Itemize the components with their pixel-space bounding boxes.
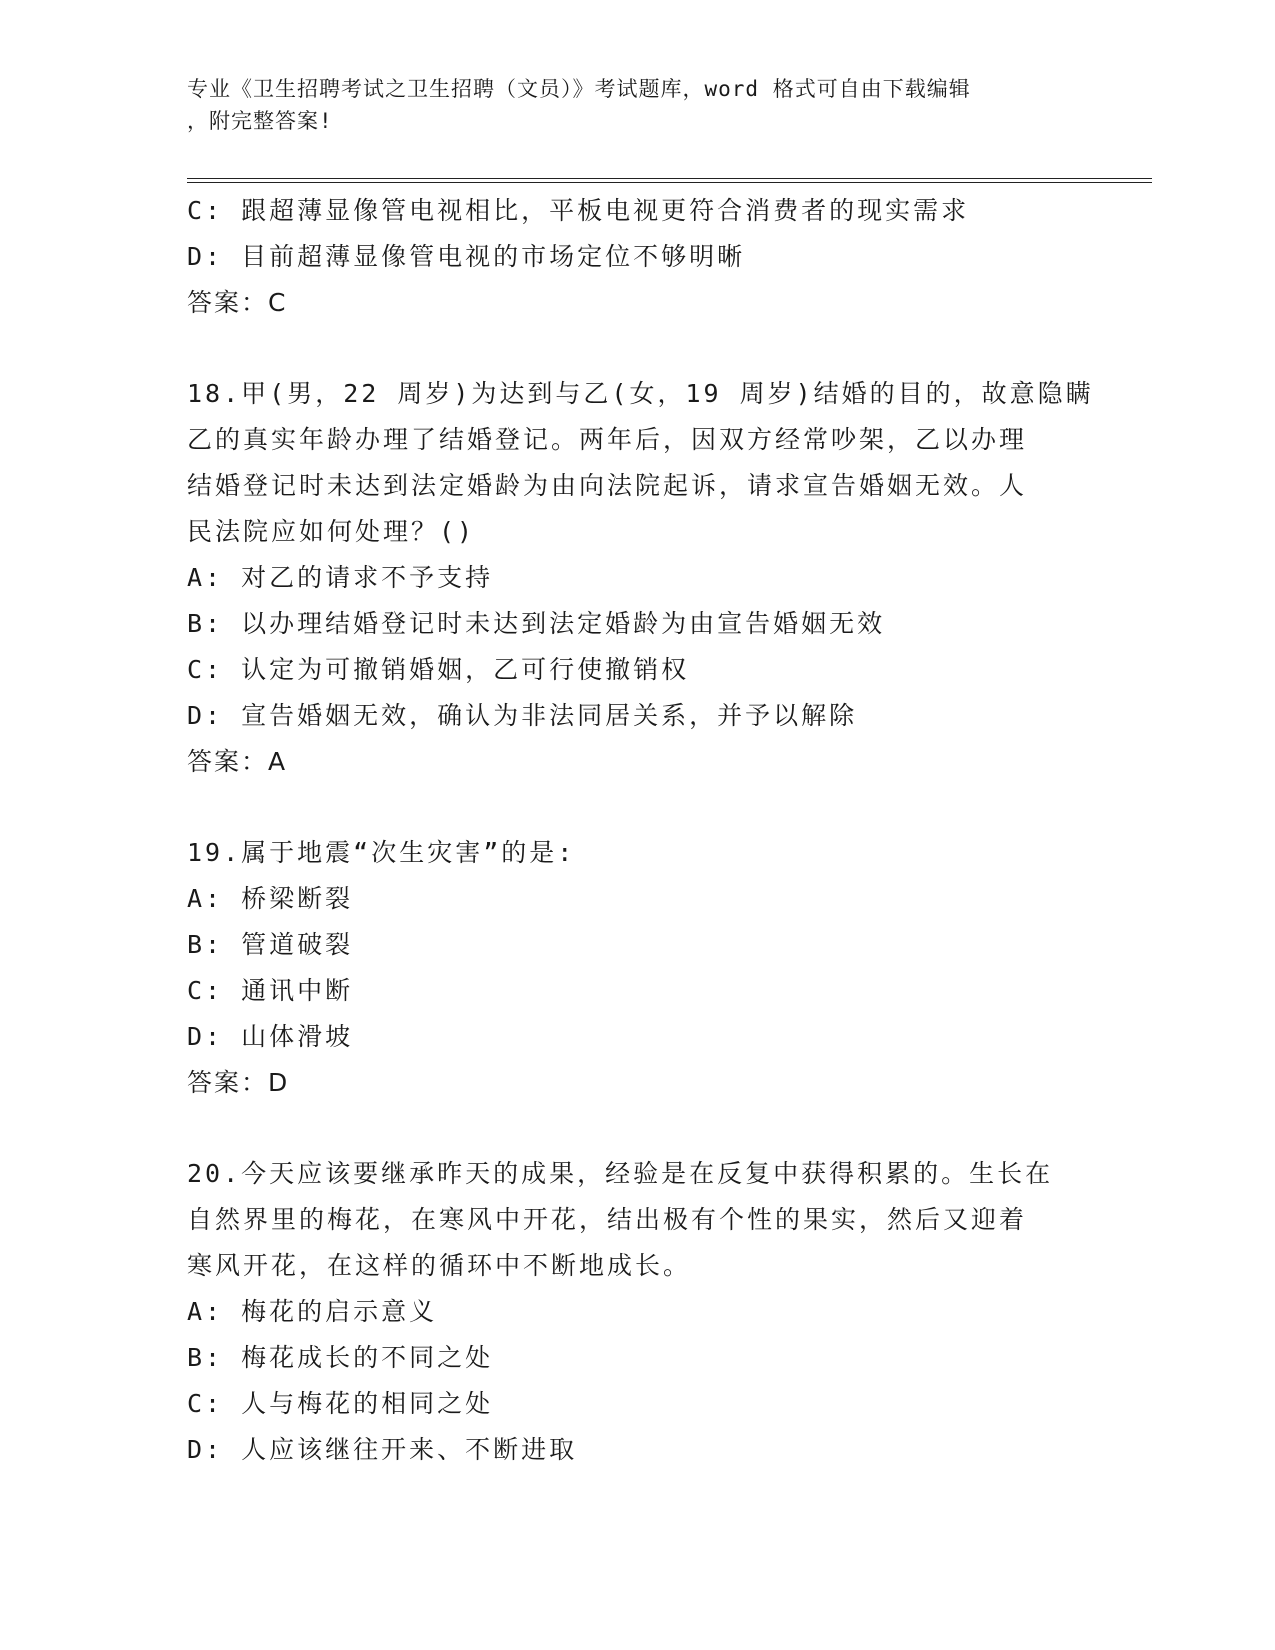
option-a: A: 桥梁断裂 bbox=[187, 884, 354, 913]
option-c: C: 人与梅花的相同之处 bbox=[187, 1389, 494, 1418]
option-d: D: 山体滑坡 bbox=[187, 1022, 354, 1051]
question-block-17 bbox=[187, 188, 1087, 326]
option-b: B: 以办理结婚登记时未达到法定婚龄为由宣告婚姻无效 bbox=[187, 609, 886, 638]
question-block-19 bbox=[187, 830, 1087, 1106]
answer-line: 答案：D bbox=[187, 1068, 290, 1097]
question-text: 民法院应如何处理？() bbox=[187, 517, 476, 546]
header-divider bbox=[187, 178, 1152, 183]
question-text: 20.今天应该要继承昨天的成果，经验是在反复中获得积累的。生长在 bbox=[187, 1159, 1054, 1188]
question-text: 18.甲(男，22 周岁)为达到与乙(女，19 周岁)结婚的目的，故意隐瞒 bbox=[187, 379, 1094, 408]
document-header bbox=[187, 73, 1087, 137]
question-text: 寒风开花，在这样的循环中不断地成长。 bbox=[187, 1251, 692, 1280]
option-d: D: 宣告婚姻无效，确认为非法同居关系，并予以解除 bbox=[187, 701, 858, 730]
question-text: 结婚登记时未达到法定婚龄为由向法院起诉，请求宣告婚姻无效。人 bbox=[187, 471, 1028, 500]
question-content bbox=[187, 188, 1094, 1473]
option-d: D: 人应该继往开来、不断进取 bbox=[187, 1435, 578, 1464]
option-c: C: 通讯中断 bbox=[187, 976, 354, 1005]
answer-line: 答案：C bbox=[187, 288, 288, 317]
header-line-1: 专业《卫生招聘考试之卫生招聘（文员）》考试题库，word 格式可自由下载编辑 bbox=[187, 77, 971, 101]
option-b: B: 梅花成长的不同之处 bbox=[187, 1343, 494, 1372]
answer-line: 答案：A bbox=[187, 747, 288, 776]
header-line-2: ，附完整答案! bbox=[187, 109, 333, 133]
option-d: D: 目前超薄显像管电视的市场定位不够明晰 bbox=[187, 242, 746, 271]
question-text: 乙的真实年龄办理了结婚登记。两年后，因双方经常吵架，乙以办理 bbox=[187, 425, 1028, 454]
option-a: A: 梅花的启示意义 bbox=[187, 1297, 438, 1326]
question-block-18 bbox=[187, 371, 1094, 785]
question-text: 自然界里的梅花，在寒风中开花，结出极有个性的果实，然后又迎着 bbox=[187, 1205, 1028, 1234]
option-b: B: 管道破裂 bbox=[187, 930, 354, 959]
question-block-20 bbox=[187, 1151, 1087, 1473]
option-c: C: 跟超薄显像管电视相比，平板电视更符合消费者的现实需求 bbox=[187, 196, 970, 225]
option-a: A: 对乙的请求不予支持 bbox=[187, 563, 494, 592]
question-text: 19.属于地震“次生灾害”的是: bbox=[187, 838, 576, 867]
option-c: C: 认定为可撤销婚姻，乙可行使撤销权 bbox=[187, 655, 690, 684]
